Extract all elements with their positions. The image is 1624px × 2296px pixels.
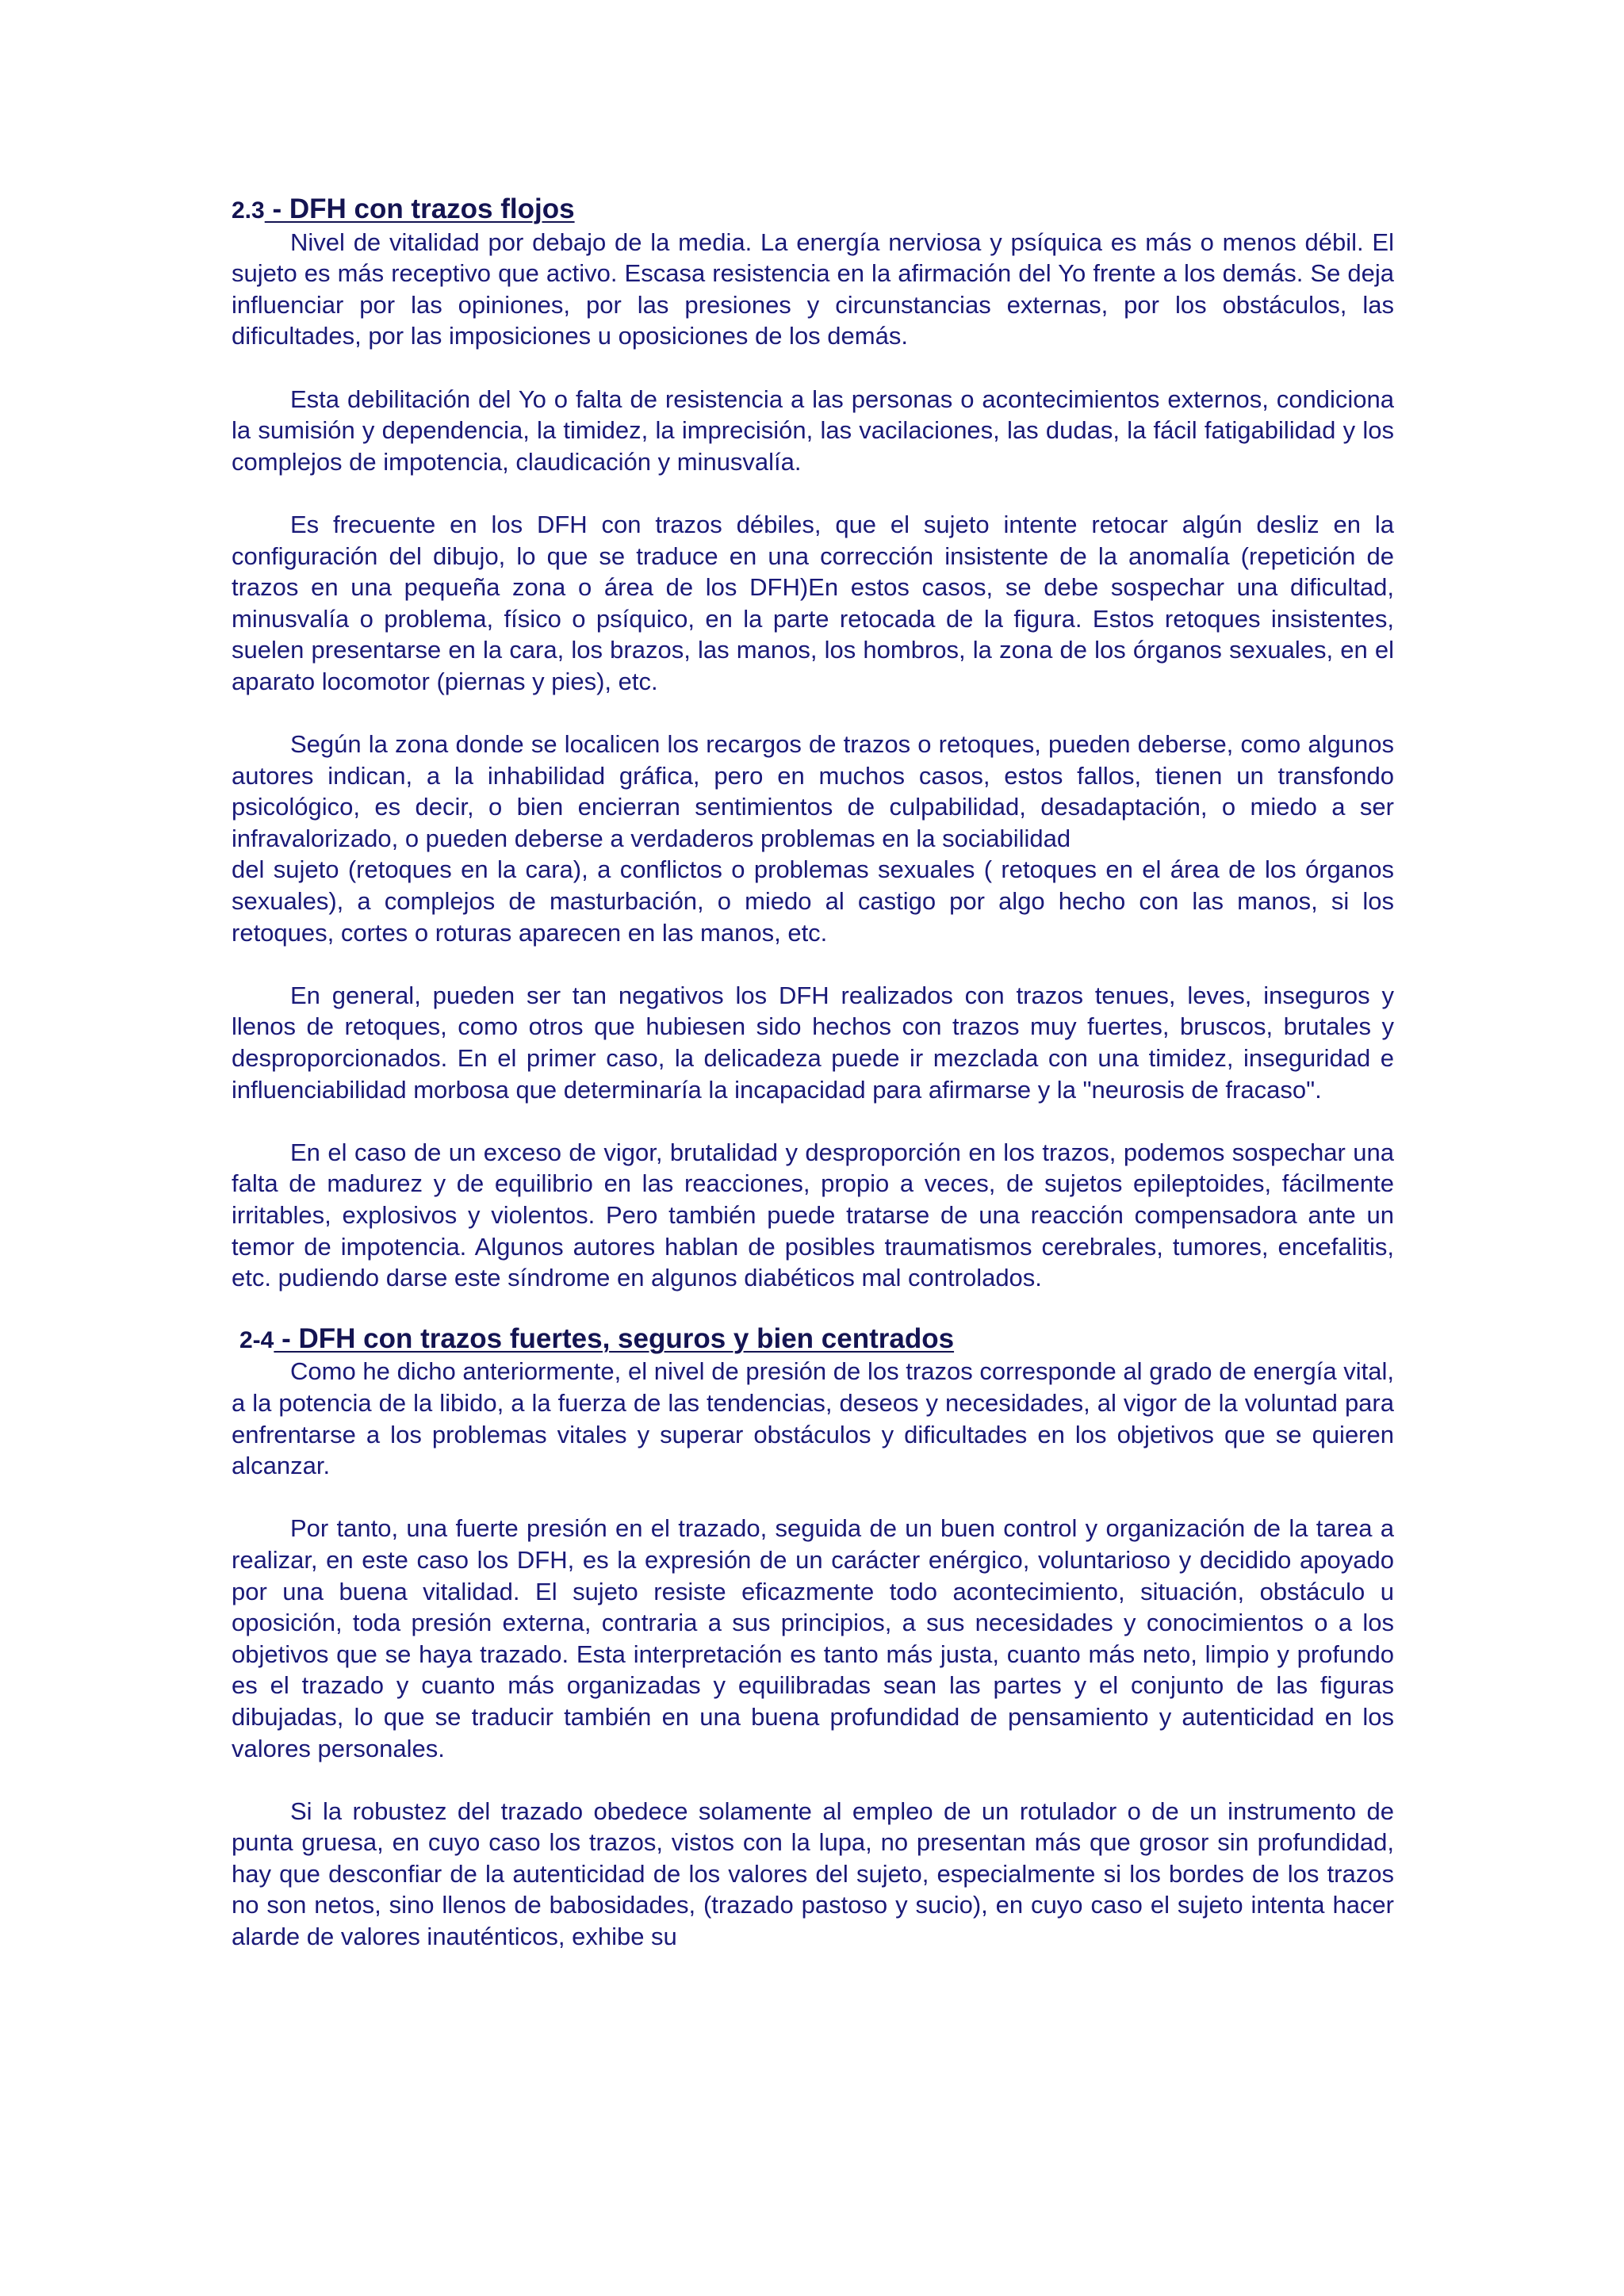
section-heading-2-3 (232, 193, 1394, 227)
paragraph: Según la zona donde se localicen los recargos de trazos o retoques, pueden deberse, como algunos autores indican, a la inhabilidad gráfica, pero en muchos casos, estos fallos, tienen un transfondo psicológico, es decir, o bien encierran sentimientos de culpabilidad, desadaptación, o miedo a ser infravalorizado, o pueden deberse a verdaderos problemas en la sociabilidad (232, 730, 1394, 852)
paragraph: Por tanto, una fuerte presión en el trazado, seguida de un buen control y organización de la tarea a realizar, en este caso los DFH, es la expresión de un carácter enérgico, voluntarioso y decidido apoyado por una buena vitalidad. El sujeto resiste eficazmente todo acontecimiento, situación, obstáculo u oposición, toda presión externa, contraria a sus principios, a sus necesidades y conocimientos o a los objetivos que se haya trazado. Esta interpretación es tanto más justa, cuanto más neto, limpio y profundo es el trazado y cuanto más organizadas y equilibradas sean las partes y el conjunto de las figuras dibujadas, lo que se traducir también en una buena profundidad de pensamiento y autenticidad en los valores personales. (232, 1514, 1394, 1762)
paragraph: Es frecuente en los DFH con trazos débiles, que el sujeto intente retocar algún desliz en la configuración del dibujo, lo que se traduce en una corrección insistente de la anomalía (repetición de trazos en una pequeña zona o área de los DFH)En estos casos, se debe sospechar una dificultad, minusvalía o problema, físico o psíquico, en la parte retocada de la figura. Estos retoques insistentes, suelen presentarse en la cara, los brazos, las manos, los hombros, la zona de los órganos sexuales, en el aparato locomotor (piernas y pies), etc. (232, 510, 1394, 695)
section-title: - DFH con trazos flojos (264, 193, 575, 224)
section-heading-2-4 (239, 1323, 1394, 1357)
paragraph: En general, pueden ser tan negativos los DFH realizados con trazos tenues, leves, inseguros y llenos de retoques, como otros que hubiesen sido hechos con trazos muy fuertes, bruscos, brutales y desproporcionados. En el primer caso, la delicadeza puede ir mezclada con una timidez, inseguridad e influenciabilidad morbosa que determinaría la incapacidad para afirmarse y la "neurosis de fracaso". (232, 981, 1394, 1104)
paragraph: Esta debilitación del Yo o falta de resistencia a las personas o acontecimientos externos, condiciona la sumisión y dependencia, la timidez, la imprecisión, las vacilaciones, las dudas, la fácil fatigabilidad y los complejos de impotencia, claudicación y minusvalía. (232, 385, 1394, 476)
section-number: 2-4 (239, 1326, 274, 1353)
document-page (232, 193, 1394, 1953)
paragraph: Como he dicho anteriormente, el nivel de presión de los trazos corresponde al grado de energía vital, a la potencia de la libido, a la fuerza de las tendencias, deseos y necesidades, al vigor de la voluntad para enfrentarse a los problemas vitales y superar obstáculos y dificultades en los objetivos que se quieren alcanzar. (232, 1357, 1394, 1480)
section-number: 2.3 (232, 197, 265, 224)
paragraph: del sujeto (retoques en la cara), a conflictos o problemas sexuales ( retoques en el área de los órganos sexuales), a complejos de masturbación, o miedo al castigo por algo hecho con las manos, si los retoques, cortes o roturas aparecen en las manos, etc. (232, 855, 1394, 947)
paragraph: Nivel de vitalidad por debajo de la media. La energía nerviosa y psíquica es más o menos débil. El sujeto es más receptivo que activo. Escasa resistencia en la afirmación del Yo frente a los demás. Se deja influenciar por las opiniones, por las presiones y circunstancias externas, por los obstáculos, las dificultades, por las imposiciones u oposiciones de los demás. (232, 228, 1394, 350)
paragraph: En el caso de un exceso de vigor, brutalidad y desproporción en los trazos, podemos sospechar una falta de madurez y de equilibrio en las reacciones, propio a veces, de sujetos epileptoides, fácilmente irritables, explosivos y violentos. Pero también puede tratarse de una reacción compensadora ante un temor de impotencia. Algunos autores hablan de posibles traumatismos cerebrales, tumores, encefalitis, etc. pudiendo darse este síndrome en algunos diabéticos mal controlados. (232, 1138, 1394, 1292)
paragraph: Si la robustez del trazado obedece solamente al empleo de un rotulador o de un instrumento de punta gruesa, en cuyo caso los trazos, vistos con la lupa, no presentan más que grosor sin profundidad, hay que desconfiar de la autenticidad de los valores del sujeto, especialmente si los bordes de los trazos no son netos, sino llenos de babosidades, (trazado pastoso y sucio), en cuyo caso el sujeto intenta hacer alarde de valores inauténticos, exhibe su (232, 1797, 1394, 1951)
section-title: - DFH con trazos fuertes, seguros y bien centrados (274, 1322, 955, 1354)
